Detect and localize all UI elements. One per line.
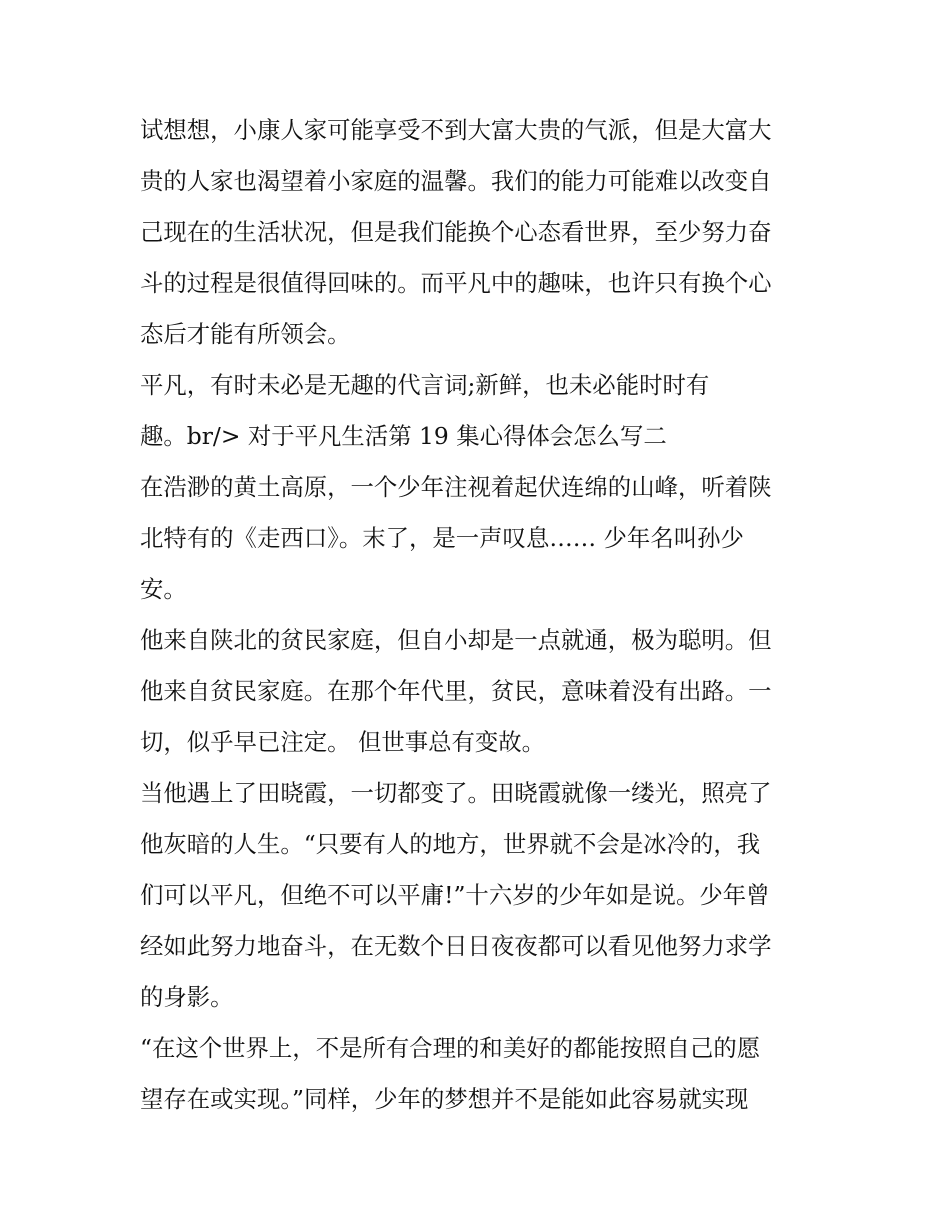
text-line: 态后才能有所领会。 [140,320,351,348]
text-line: 他灰暗的人生。“只要有人的地方，世界就不会是冰冷的，我 [140,830,761,858]
text-line: 北特有的《走西口》。末了，是一声叹息…… 少年名叫孙少 [140,524,744,552]
paragraph-4 [140,615,812,768]
text-line: 贵的人家也渴望着小家庭的温馨。我们的能力可能难以改变自 [140,167,772,195]
text-line: 在浩渺的黄土高原，一个少年注视着起伏连绵的山峰，听着陕 [140,473,772,501]
text-line: 们可以平凡，但绝不可以平庸!”十六岁的少年如是说。少年曾 [140,881,770,909]
text-line: “在这个世界上，不是所有合理的和美好的都能按照自己的愿 [140,1034,761,1062]
text-line: 切，似乎早已注定。 但世事总有变故。 [140,728,546,756]
text-line: 斗的过程是很值得回味的。而平凡中的趣味，也许只有换个心 [140,269,772,297]
text-line: 他来自陕北的贫民家庭，但自小却是一点就通，极为聪明。但 [140,626,772,654]
document-body [140,105,812,1125]
text-line: 安。 [140,575,187,603]
text-line: 经如此努力地奋斗，在无数个日日夜夜都可以看见他努力求学 [140,932,772,960]
paragraph-6 [140,1023,812,1125]
text-line: 己现在的生活状况，但是我们能换个心态看世界，至少努力奋 [140,218,772,246]
text-line: 当他遇上了田晓霞，一切都变了。田晓霞就像一缕光，照亮了 [140,779,772,807]
paragraph-3 [140,462,812,615]
text-line: 的身影。 [140,983,234,1011]
paragraph-2 [140,360,812,462]
text-line: 望存在或实现。”同样，少年的梦想并不是能如此容易就实现 [140,1085,749,1113]
paragraph-1 [140,105,812,360]
text-line: 试想想，小康人家可能享受不到大富大贵的气派，但是大富大 [140,116,772,144]
text-line: 趣。br/> 对于平凡生活第 19 集心得体会怎么写二 [140,422,667,450]
paragraph-5 [140,768,812,1023]
text-line: 平凡，有时未必是无趣的代言词;新鲜，也未必能时时有 [140,371,710,399]
text-line: 他来自贫民家庭。在那个年代里，贫民，意味着没有出路。一 [140,677,772,705]
